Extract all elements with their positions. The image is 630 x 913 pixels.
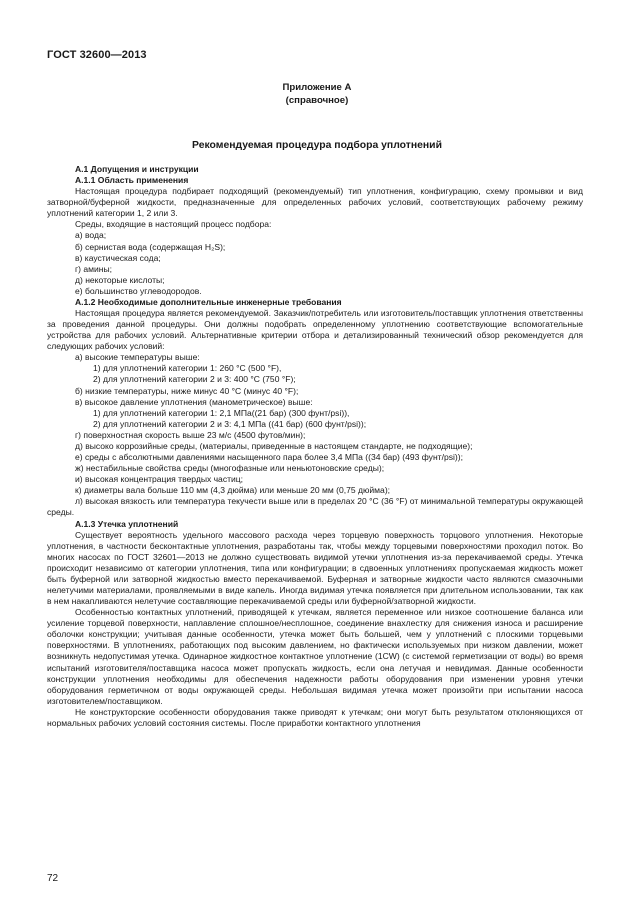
sub-list-item: 2) для уплотнений категории 2 и 3: 400 °C (750 °F); xyxy=(93,374,296,385)
list-item: к) диаметры вала больше 110 мм (4,3 дюйма) или меньше 20 мм (0,75 дюйма); xyxy=(75,485,391,496)
page-number: 72 xyxy=(47,873,59,884)
section-heading-a13: А.1.3 Утечка уплотнений xyxy=(75,518,179,529)
list-item-last: л) высокая вязкость или температура текучести выше или в пределах 20 °C (36 °F) от минимальной температуры окружающей среды. xyxy=(47,496,583,518)
sub-list-item: 1) для уплотнений категории 1: 2,1 МПа((21 бар) (300 фунт/psi)), xyxy=(93,407,350,418)
paragraph: Не конструкторские особенности оборудования также приводят к утечкам; они могут быть результатом отклоняющихся от нормальных рабочих условий состояния системы. После приработки контактного уплотнения xyxy=(47,706,583,728)
list-item: г) поверхностная скорость выше 23 м/с (4500 футов/мин); xyxy=(75,429,306,440)
section-heading-a11: А.1.1 Область применения xyxy=(75,175,189,186)
section-heading-a12: А.1.2 Необходимые дополнительные инженерные требования xyxy=(75,296,342,307)
list-item: б) низкие температуры, ниже минус 40 °C (минус 40 °F); xyxy=(75,385,299,396)
document-title: Рекомендуемая процедура подбора уплотнений xyxy=(192,140,442,151)
list-item: в) высокое давление уплотнения (манометрическое) выше: xyxy=(75,396,313,407)
paragraph: Среды, входящие в настоящий процесс подбора: xyxy=(75,219,272,230)
section-heading-a1: А.1 Допущения и инструкции xyxy=(75,164,199,174)
sub-list-item: 1) для уплотнений категории 1: 260 °C (500 °F), xyxy=(93,363,282,374)
list-item: д) некоторые кислоты; xyxy=(75,274,165,285)
list-item: б) сернистая вода (содержащая H₂S); xyxy=(75,241,226,252)
list-item: ж) нестабильные свойства среды (многофазные или неньютоновские среды); xyxy=(75,463,385,474)
sub-list-item: 2) для уплотнений категории 2 и 3: 4,1 МПа ((41 бар) (600 фунт/psi)); xyxy=(93,418,367,429)
media-list xyxy=(47,230,583,296)
list-item: в) каустическая сода; xyxy=(75,252,161,263)
list-item: и) высокая концентрация твердых частиц; xyxy=(75,474,244,485)
list-item: е) среды с абсолютными давлениями насыщенного пара более 3,4 МПа ((34 бар) (493 фунт/psi)); xyxy=(75,452,463,463)
paragraph: Настоящая процедура подбирает подходящий (рекомендуемый) тип уплотнения, конфигурацию, схему промывки и вид затворной/буферной жидкости, предназначенные для определенных рабочих условий, соответствующих рабочему режиму уплотнений категории 1, 2 или 3. xyxy=(47,186,583,219)
appendix-title: Приложение А xyxy=(282,82,352,93)
standard-code-header: ГОСТ 32600—2013 xyxy=(47,49,147,61)
list-item: е) большинство углеводородов. xyxy=(75,285,202,296)
paragraph: Существует вероятность удельного массового расхода через торцевую поверхность торцового уплотнения. Некоторые уплотнения, в частности бесконтактные уплотнения, разработаны так, чтобы между торцевыми поверхностями проходил поток. Во многих насосах по ГОСТ 32601—2013 не должно существовать видимой утечки уплотнения из-за перекачиваемой среды. Утечка происходит независимо от категории уплотнения, типа или конфигурации; в сдвоенных уплотнениях пропускаемая жидкость может быть буферной или затворной жидкостью вместо перекачиваемой. Буферная и затворные жидкости часто являются смазочными нелетучими материалами, проявляемыми в виде капель. Иногда видимая утечка появляется при длительном использовании, так как в нем накапливаются нелетучие составляющие перекачиваемой среды или буферной/затворной жидкости. xyxy=(47,529,583,607)
conditions-list xyxy=(47,352,583,496)
paragraph: Настоящая процедура является рекомендуемой. Заказчик/потребитель или изготовитель/поставщик уплотнения ответственны за проведения данной процедуры. Они должны подобрать определенному уплотнению соответствующие вспомогательные устройства для рабочих условий. Альтернативные критерии отбора и детализированный технический обзор рекомендуется для следующих рабочих условий: xyxy=(47,308,583,352)
document-body xyxy=(47,164,583,729)
appendix-kind: (справочное) xyxy=(285,94,349,106)
list-item: г) амины; xyxy=(75,263,112,274)
paragraph: Особенностью контактных уплотнений, приводящей к утечкам, является переменное или низкое соотношение баланса или усиление торцевой поверхности, наплавление сплошное/несплошное, соединение внахлестку для снижения износа и расширение оболочки конструкции; учитывая данные особенности, утечка может быть большей, чем у уплотнений с плоскими торцевыми поверхностями. В уплотнениях, работающих под высоким давлением, но фактически используемых при низком давлении, может возникнуть недопустимая утечка. Одинарное жидкостное контактное уплотнение (1CW) (с системой герметизации от воды) во время испытаний изготовителя/поставщика насоса может пропускать жидкость, если она летучая и невидимая. Данные особенности конструкции уплотнения необходимы для обеспечения надежности работы оборудования при изменении уровня утечки оборудования герметичном от воды окружающей среды. Небольшая видимая утечка может произойти при испытании насоса изготовителем/поставщиком. xyxy=(47,607,583,706)
list-item: а) высокие температуры выше: xyxy=(75,352,200,363)
appendix-label xyxy=(0,82,630,107)
list-item: а) вода; xyxy=(75,230,107,241)
list-item: д) высоко коррозийные среды, (материалы, приведенные в настоящем стандарте, не подходящие); xyxy=(75,440,473,451)
